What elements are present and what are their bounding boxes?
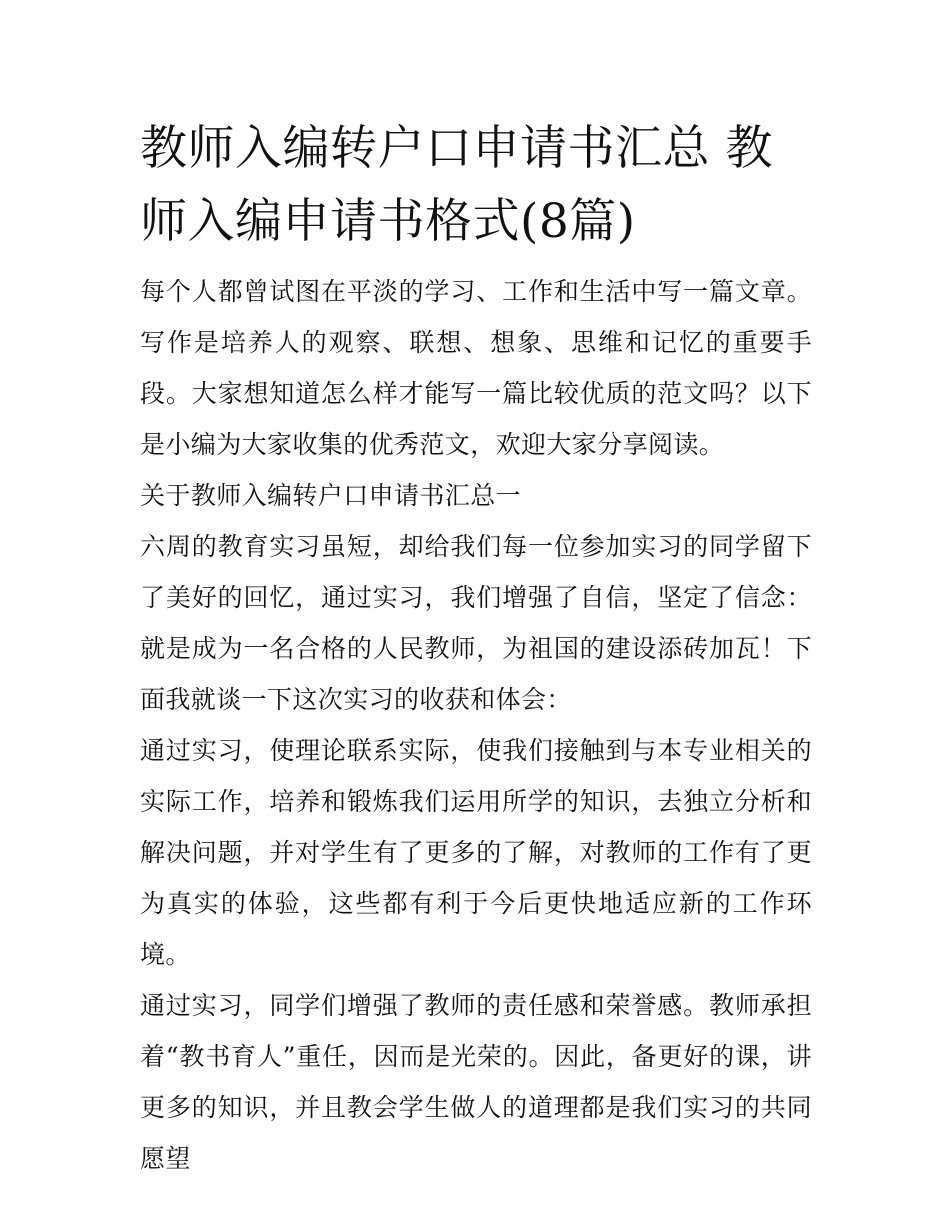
body-paragraph-1: 六周的教育实习虽短，却给我们每一位参加实习的同学留下了美好的回忆，通过实习，我们增强了自信，坚定了信念：就是成为一名合格的人民教师，为祖国的建设添砖加瓦！下面我就谈一下这次实习的收获和体会： — [140, 532, 812, 714]
section-heading: 关于教师入编转户口申请书汇总一 — [140, 481, 522, 510]
document-title: 教师入编转户口申请书汇总 教师入编申请书格式(8篇) — [140, 121, 773, 249]
intro-paragraph: 每个人都曾试图在平淡的学习、工作和生活中写一篇文章。写作是培养人的观察、联想、想象、思维和记忆的重要手段。大家想知道怎么样才能写一篇比较优质的范文吗？以下是小编为大家收集的优秀范文，欢迎大家分享阅读。 — [140, 277, 812, 459]
body-paragraph-3: 通过实习，同学们增强了教师的责任感和荣誉感。教师承担着“教书育人”重任，因而是光荣的。因此，备更好的课，讲更多的知识，并且教会学生做人的道理都是我们实习的共同愿望 — [140, 991, 812, 1173]
body-paragraph-2: 通过实习，使理论联系实际，使我们接触到与本专业相关的实际工作，培养和锻炼我们运用所学的知识，去独立分析和解决问题，并对学生有了更多的了解，对教师的工作有了更为真实的体验，这些都有利于今后更快地适应新的工作环境。 — [140, 736, 812, 969]
document-page — [140, 112, 812, 1184]
